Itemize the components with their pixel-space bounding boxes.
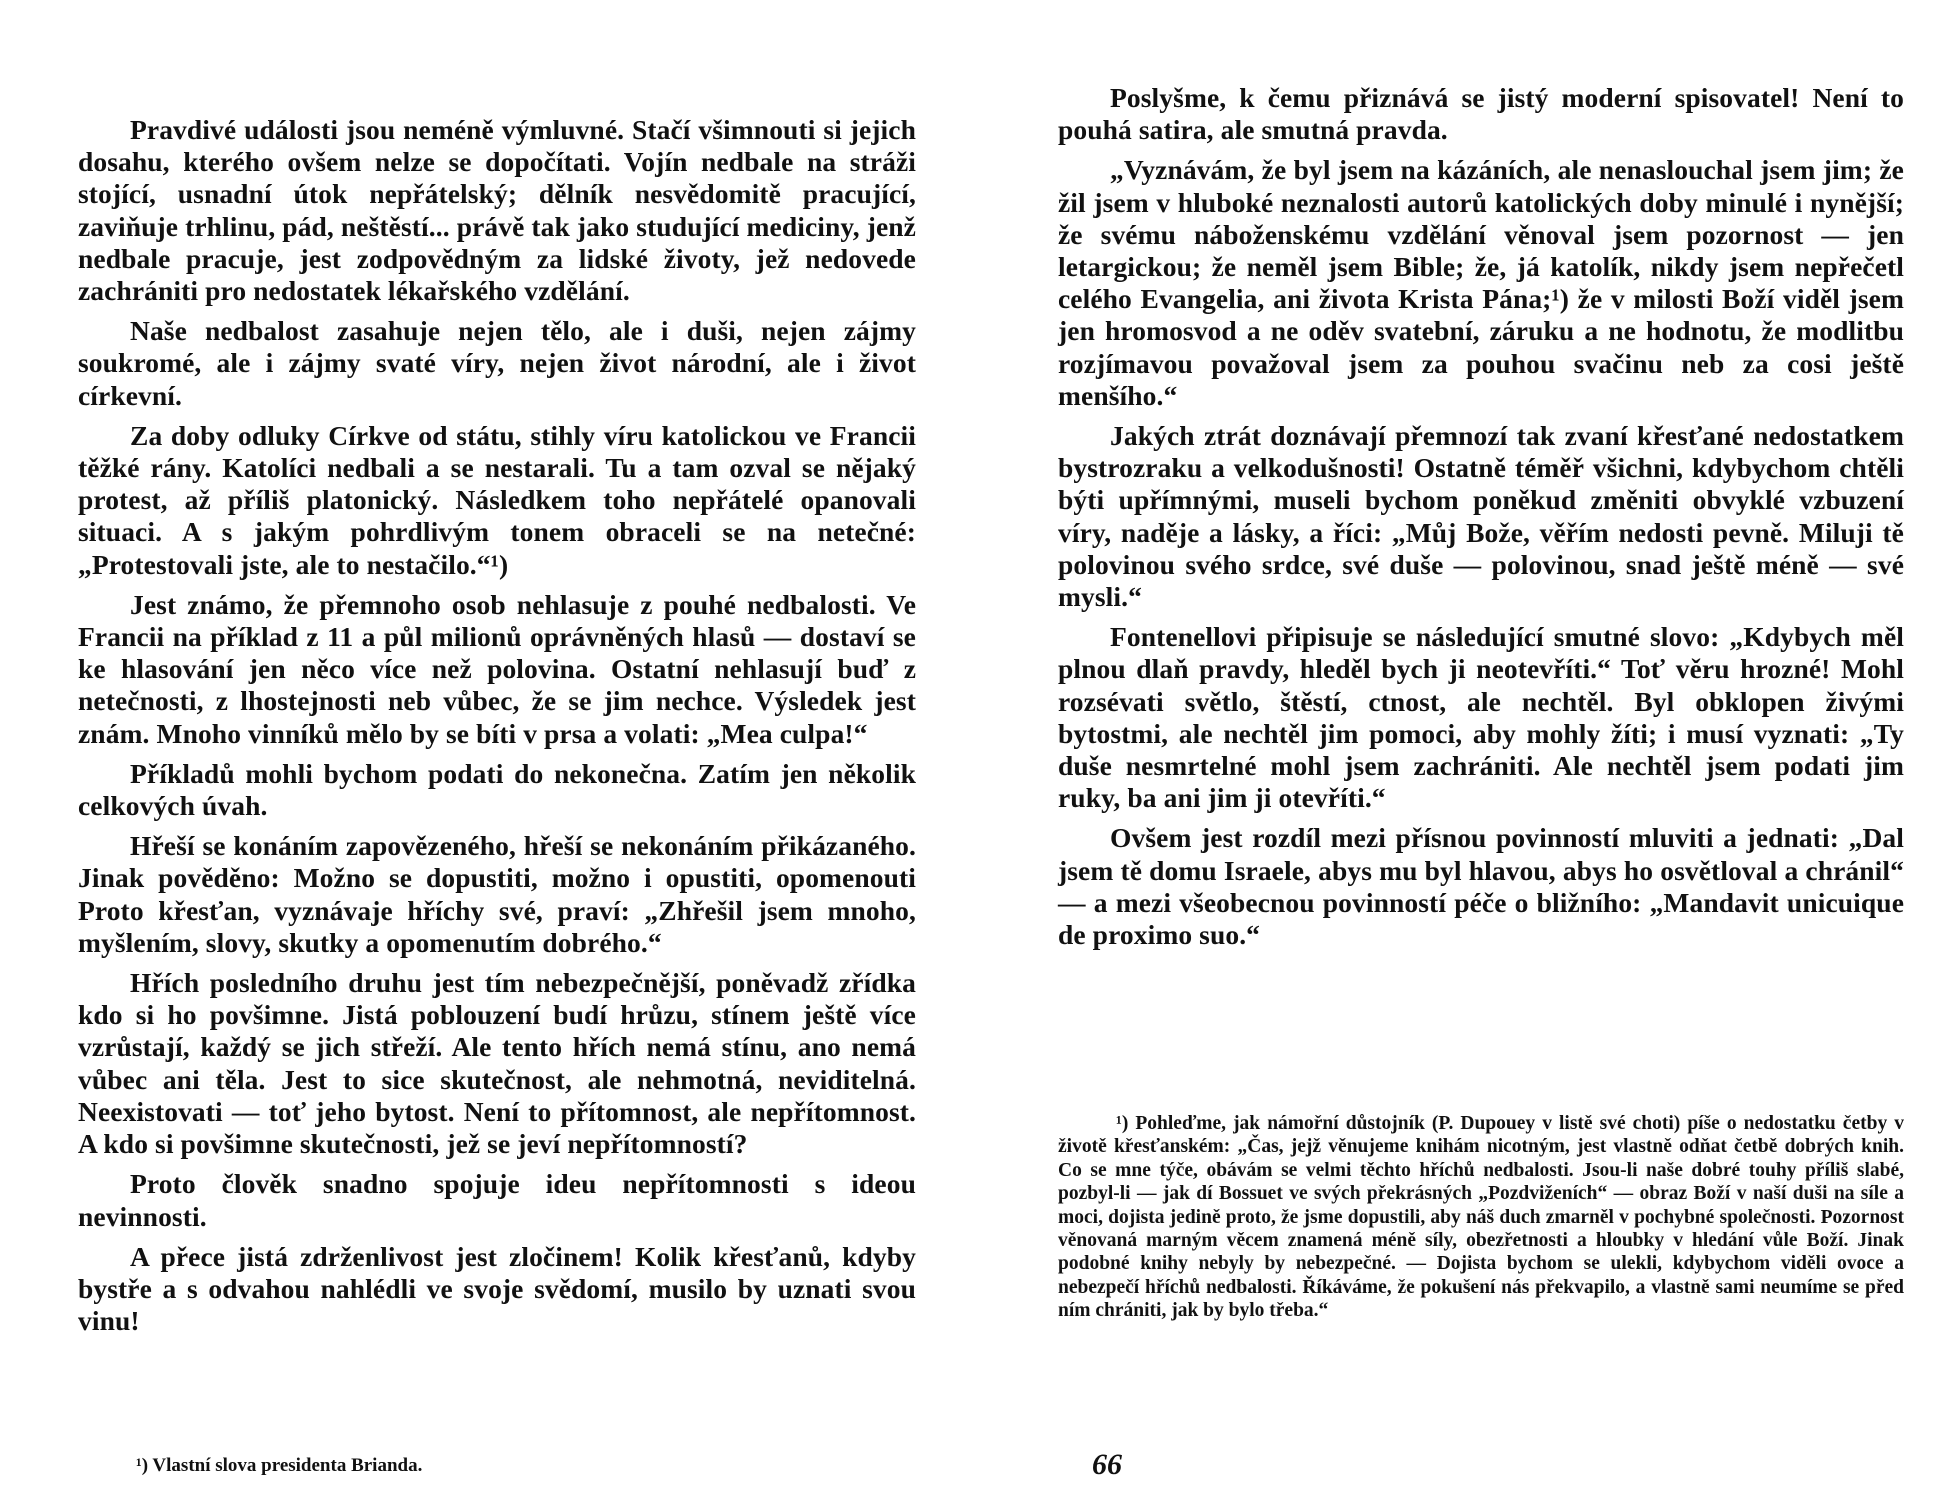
- left-page-footnote: ¹) Vlastní slova presidenta Brianda.: [136, 1455, 423, 1476]
- paragraph: Jest známo, že přemnoho osob nehlasuje z pouhé nedbalosti. Ve Francii na příklad z 11 a půl milionů oprávněných hlasů — dostaví se ke hlasování jen něco více než polovina. Ostatní nehlasují buď z netečnosti, z lhostejnosti neb vůbec, že se jim nechce. Výsledek jest znám. Mnoho vinníků mělo by se bíti v prsa a volati: „Mea culpa!“: [78, 588, 916, 749]
- paragraph: Příkladů mohli bychom podati do nekonečna. Zatím jen několik celkových úvah.: [78, 757, 916, 822]
- paragraph: A přece jistá zdrženlivost jest zločinem! Kolik křesťanů, kdyby bystře a s odvahou nahlédli ve svoje svědomí, musilo by uznati svou vinu!: [78, 1240, 916, 1337]
- right-page-footnotes: [1058, 1112, 1904, 1323]
- paragraph: „Vyznávám, že byl jsem na kázáních, ale nenaslouchal jsem jim; že žil jsem v hluboké neznalosti autorů katolických doby minulé i nynější; že svému náboženskému vzdělání věnoval jsem pozornost — jen letargickou; že neměl jsem Bible; že, já katolík, nikdy jsem nepřečetl celého Evangelia, ani života Krista Pána;¹) že v milosti Boží viděl jsem jen hromosvod a ne oděv svatební, záruku a ne hodnotu, že modlitbu rozjímavou považoval jsem za pouhou svačinu neb za cosi ještě menšího.“: [1058, 154, 1904, 411]
- left-page-body: [78, 114, 916, 1345]
- paragraph: Poslyšme, k čemu přiznává se jistý moderní spisovatel! Není to pouhá satira, ale smutná pravda.: [1058, 82, 1904, 146]
- paragraph: Hřích posledního druhu jest tím nebezpečnější, poněvadž zřídka kdo si ho povšimne. Jistá poblouzení budí hrůzu, stínem ještě více vzrůstají, každý se jich střeží. Ale tento hřích nemá stínu, ano nemá vůbec ani těla. Jest to sice skutečnost, ale nehmotná, neviditelná. Neexistovati — toť jeho bytost. Není to přítomnost, ale nepřítomnost. A kdo si povšimne skutečnosti, jež se jeví nepřítomností?: [78, 967, 916, 1160]
- paragraph: Fontenellovi připisuje se následující smutné slovo: „Kdybych měl plnou dlaň pravdy, hleděl bych ji neotevříti.“ Toť věru hrozné! Mohl rozsévati světlo, štěstí, ctnost, ale nechtěl. Byl obklopen živými bytostmi, ale nechtěl jim pomoci, aby mohly žíti; i musí vyznati: „Ty duše nesmrtelné mohl jsem zachrániti. Ale nechtěl jsem podati jim ruky, ba ani jim ji otevříti.“: [1058, 621, 1904, 814]
- paragraph: Hřeší se konáním zapovězeného, hřeší se nekonáním přikázaného. Jinak pověděno: Možno se dopustiti, možno i opustiti, opomenouti Proto křesťan, vyznávaje hříchy své, praví: „Zhřešil jsem mnoho, myšlením, slovy, skutky a opomenutím dobrého.“: [78, 830, 916, 958]
- paragraph: Ovšem jest rozdíl mezi přísnou povinností mluviti a jednati: „Dal jsem tě domu Israele, abys mu byl hlavou, abys ho osvětloval a chránil“ — a mezi všeobecnou povinností péče o bližního: „Mandavit unicuique de proximo suo.“: [1058, 822, 1904, 951]
- paragraph: Naše nedbalost zasahuje nejen tělo, ale i duši, nejen zájmy soukromé, ale i zájmy svaté víry, nejen život národní, ale i život církevní.: [78, 315, 916, 411]
- paragraph: Za doby odluky Církve od státu, stihly víru katolickou ve Francii těžké rány. Katolíci nedbali a se nestarali. Tu a tam ozval se nějaký protest, až příliš platonický. Následkem toho nepřátelé opanovali situaci. A s jakým pohrdlivým tonem obraceli se na netečné: „Protestovali jste, ale to nestačilo.“¹): [78, 419, 916, 580]
- paragraph: Proto člověk snadno spojuje ideu nepřítomnosti s ideou nevinnosti.: [78, 1168, 916, 1232]
- right-page-body: [1058, 82, 1904, 959]
- page-number: 66: [1092, 1448, 1122, 1481]
- footnote: ¹) Pohleďme, jak námořní důstojník (P. Dupouey v listě své choti) píše o nedostatku četby v životě křesťanském: „Čas, jejž věnujeme knihám nicotným, jest vlastně odňat četbě dobrých knih. Co se mne týče, obávám se velmi těchto hříchů nedbalosti. Jsou-li naše dobré touhy příliš slabé, pozbyl-li — jak dí Bossuet ve svých překrásných „Pozdviženích“ — obraz Boží v naší duši na síle a moci, dojista jedině proto, že jsme dopustili, aby náš duch zmarněl v pochybné společnosti. Pozornost věnovaná marným věcem znamená méně síly, obezřetnosti a hloubky v hledání vůle Boží. Jinak podobné knihy nebyly by nebezpečné. — Dojista bychom se ulekli, kdybychom viděli ovoce a nebezpečí hříchů nedbalosti. Říkáváme, že pokušení nás překvapilo, a vlastně sami neumíme se před ním chrániti, jak by bylo třeba.“: [1058, 1113, 1904, 1322]
- paragraph: Jakých ztrát doznávají přemnozí tak zvaní křesťané nedostatkem bystrozraku a velkodušnosti! Ostatně téměř všichni, kdybychom chtěli býti upřímnými, museli bychom poněkud změniti obvyklé vzbuzení víry, naděje a lásky, a říci: „Můj Bože, věřím nedosti pevně. Miluji tě polovinou svého srdce, své duše — polovinou, snad ještě méně — své mysli.“: [1058, 420, 1904, 613]
- paragraph: Pravdivé události jsou neméně výmluvné. Stačí všimnouti si jejich dosahu, kterého ovšem nelze se dopočítati. Vojín nedbale na stráži stojící, usnadní útok nepřátelský; dělník nesvědomitě pracující, zaviňuje trhlinu, pád, neštěstí... právě tak jako studující mediciny, jenž nedbale pracuje, jest zodpovědným za lidské životy, jež nedovede zachrániti pro nedostatek lékařského vzdělání.: [78, 114, 916, 307]
